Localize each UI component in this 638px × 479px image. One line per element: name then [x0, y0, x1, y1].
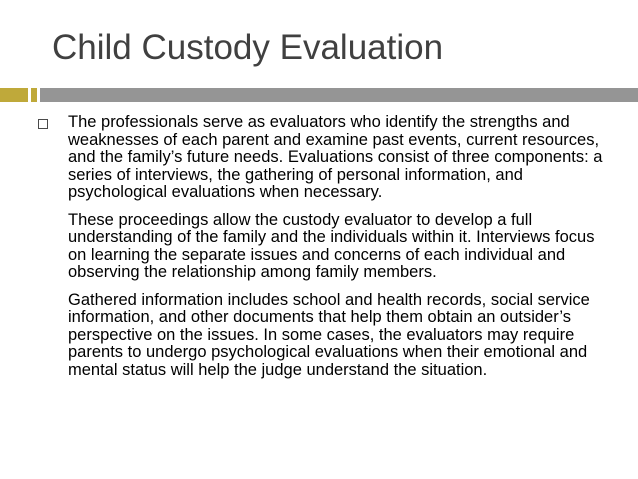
paragraph-gathered-information: Gathered information includes school and health records, social service information, and other documents that help them obtain an outsider’s perspective on the issues. In some cases, the evaluators may require parents to undergo psychological evaluations when their emotional and mental status will help the judge understand the situation.	[68, 290, 590, 379]
title-underline-gold-stripe	[31, 88, 37, 102]
paragraph-evaluators: The professionals serve as evaluators who identify the strengths and weaknesses of each parent and examine past events, current resources, and the family’s future needs. Evaluations consist of three components: a series of interviews, the gathering of personal information, and psychological evaluations when necessary.	[68, 113, 603, 201]
slide-body	[38, 114, 608, 389]
bullet-item	[38, 114, 608, 389]
title-underline-gold-block	[0, 88, 28, 102]
square-bullet-icon	[38, 119, 48, 129]
bullet-paragraphs	[68, 114, 608, 389]
slide-title: Child Custody Evaluation	[52, 28, 444, 67]
paragraph-proceedings: These proceedings allow the custody evaluator to develop a full understanding of the family and the individuals within it. Interviews focus on learning the separate issues and concerns of each individual and observing the relationship among family members.	[68, 210, 595, 281]
title-underline-gray-bar	[40, 88, 638, 102]
